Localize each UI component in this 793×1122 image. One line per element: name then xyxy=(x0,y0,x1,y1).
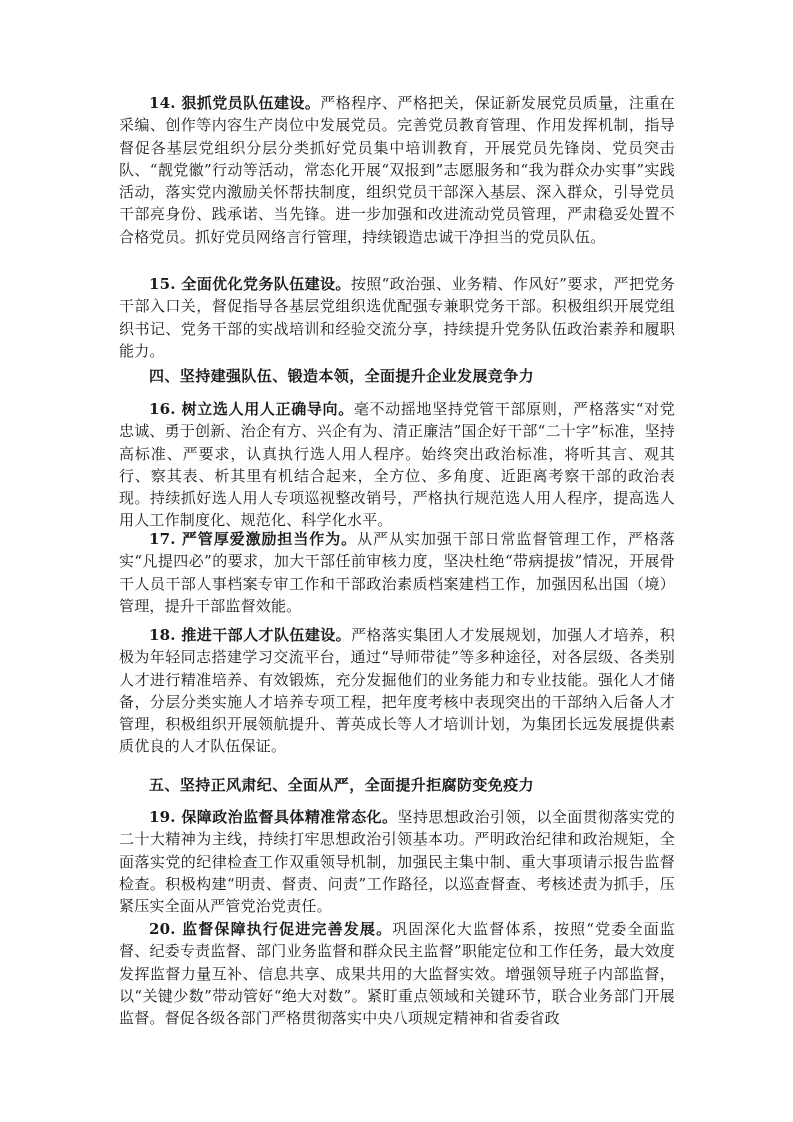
paragraph-17 xyxy=(119,528,675,617)
paragraph-lead: 14. 狠抓党员队伍建设。 xyxy=(149,94,321,112)
paragraph-body: 严格程序、严格把关，保证新发展党员质量，注重在采编、创作等内容生产岗位中发展党员。完善党员教育管理、作用发挥机制，指导督促各基层党组织分层分类抓好党员集中培训教育，开展党员先锋岗、党员突击队、“靓党徽”行动等活动，常态化开展“双报到”志愿服务和“我为群众办实事”实践活动，落实党内激励关怀帮扶制度，组织党员干部深入基层、深入群众，引导党员干部亮身份、践承诺、当先锋。进一步加强和改进流动党员管理，严肃稳妥处置不合格党员。抓好党员网络言行管理，持续锻造忠诚干净担当的党员队伍。 xyxy=(119,94,676,246)
paragraph-lead: 16. 树立选人用人正确导向。 xyxy=(149,400,354,418)
paragraph-body: 从严从实加强干部日常监督管理工作，严格落实“凡提四必”的要求，加大干部任前审核力度，坚决杜绝“带病提拔”情况，开展骨干人员干部人事档案专审工作和干部政治素质档案建档工作，加强因私出国（境）管理，提升干部监督效能。 xyxy=(119,530,675,615)
paragraph-lead: 19. 保障政治监督具体精准常态化。 xyxy=(149,808,398,826)
paragraph-lead: 20. 监督保障执行促进完善发展。 xyxy=(149,920,393,938)
paragraph-15 xyxy=(119,273,675,362)
section-heading-5: 五、坚持正风肃纪、全面从严，全面提升拒腐防变免疫力 xyxy=(149,776,535,794)
paragraph-body: 毫不动摇地坚持党管干部原则，严格落实“对党忠诚、勇于创新、治企有方、兴企有为、清正廉洁”国企好干部“二十字”标准，坚持高标准、严要求，认真执行选人用人程序。始终突出政治标准，将听其言、观其行、察其表、析其里有机结合起来，全方位、多角度、近距离考察干部的政治表现。持续抓好选人用人专项巡视整改销号，严格执行规范选人用人程序，提高选人用人工作制度化、规范化、科学化水平。 xyxy=(119,400,675,530)
paragraph-body: 严格落实集团人才发展规划，加强人才培养，积极为年轻同志搭建学习交流平台，通过“导师带徒”等多种途径，对各层级、各类别人才进行精准培养、有效锻炼，充分发掘他们的业务能力和专业技能。强化人才储备，分层分类实施人才培养专项工程，把年度考核中表现突出的干部纳入后备人才管理，积极组织开展领航提升、菁英成长等人才培训计划，为集团长远发展提供素质优良的人才队伍保证。 xyxy=(119,626,675,756)
section-heading-4: 四、坚持建强队伍、锻造本领，全面提升企业发展竞争力 xyxy=(149,367,535,385)
paragraph-body: 按照“政治强、业务精、作风好”要求，严把党务干部入口关，督促指导各基层党组织选优配强专兼职党务干部。积极组织开展党组织书记、党务干部的实战培训和经验交流分享，持续提升党务队伍政治素养和履职能力。 xyxy=(119,275,675,360)
paragraph-20 xyxy=(119,918,675,1029)
paragraph-14 xyxy=(119,92,675,248)
paragraph-body: 坚持思想政治引领，以全面贯彻落实党的二十大精神为主线，持续打牢思想政治引领基本功。严明政治纪律和政治规矩，全面落实党的纪律检查工作双重领导机制，加强民主集中制、重大事项请示报告监督检查。积极构建“明责、督责、问责”工作路径，以巡查督查、考核述责为抓手，压紧压实全面从严管党治党责任。 xyxy=(119,808,675,916)
paragraph-lead: 15. 全面优化党务队伍建设。 xyxy=(149,275,351,293)
paragraph-16 xyxy=(119,398,675,532)
paragraph-19 xyxy=(119,806,675,917)
paragraph-lead: 18. 推进干部人才队伍建设。 xyxy=(149,626,352,644)
paragraph-lead: 17. 严管厚爱激励担当作为。 xyxy=(149,530,358,548)
paragraph-body: 巩固深化大监督体系，按照“党委全面监督、纪委专责监督、部门业务监督和群众民主监督”职能定位和工作任务，最大效度发挥监督力量互补、信息共享、成果共用的大监督实效。增强领导班子内部监督，以“关键少数”带动管好“绝大对数”。紧盯重点领域和关键环节，联合业务部门开展监督。督促各级各部门严格贯彻落实中央八项规定精神和省委省政 xyxy=(119,920,675,1028)
paragraph-18 xyxy=(119,624,675,758)
